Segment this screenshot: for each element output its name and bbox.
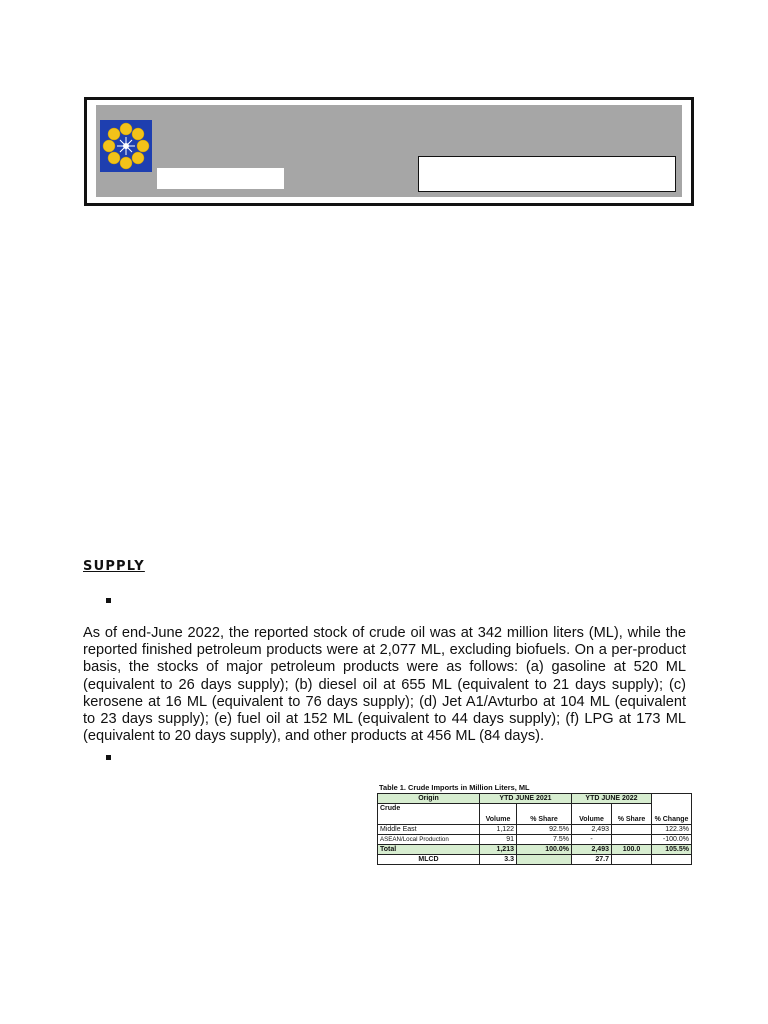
row-volume-2021: 91 [480,835,517,845]
header-volume-2021: Volume [480,804,517,825]
row-volume-2021: 1,213 [480,845,517,855]
header-label-box [157,168,284,189]
table-row [378,835,692,845]
header-change: % Change [652,794,692,825]
table-row-mlcd [378,855,692,865]
bullet-marker [106,598,111,603]
table-row [378,825,692,835]
table-subheader-row [378,804,692,825]
header-band [96,105,682,197]
row-change [652,855,692,865]
row-change: 105.5% [652,845,692,855]
row-share-2022: 100.0 [612,845,652,855]
header-ytd-2022: YTD JUNE 2022 [572,794,652,804]
doe-sun-logo-icon [100,120,152,172]
header-share-2021: % Share [517,804,572,825]
body-paragraph: As of end-June 2022, the reported stock of crude oil was at 342 million liters (ML), while the reported finished petroleum products were at 2,077 ML, excluding biofuels. On a per-product basis, the stocks of major petroleum products were as follows: (a) gasoline at 520 ML (equivalent to 26 days supply); (b) diesel oil at 655 ML (equivalent to 21 days supply); (c) kerosene at 16 ML (equivalent to 76 days supply); (d) Jet A1/Avturbo at 104 ML (equivalent to 23 days supply); (e) fuel oil at 152 ML (equivalent to 44 days supply); (f) LPG at 173 ML (equivalent to 20 days supply), and other products at 456 ML (84 days). [83,625,686,745]
row-share-2021 [517,855,572,865]
table-row-total [378,845,692,855]
row-share-2022 [612,835,652,845]
row-share-2021: 92.5% [517,825,572,835]
row-volume-2022: 27.7 [572,855,612,865]
row-volume-2022: - [572,835,612,845]
row-change: -100.0% [652,835,692,845]
row-share-2021: 100.0% [517,845,572,855]
row-origin: Total [378,845,480,855]
row-volume-2022: 2,493 [572,825,612,835]
header-share-2022: % Share [612,804,652,825]
table-title: Table 1. Crude Imports in Million Liters, ML [379,783,530,792]
header-origin: Origin [378,794,480,804]
report-header-box [84,97,694,206]
crude-imports-table [377,793,692,865]
table-header-row [378,794,692,804]
row-share-2022 [612,825,652,835]
header-crude: Crude [378,804,480,825]
bullet-marker [106,755,111,760]
row-change: 122.3% [652,825,692,835]
row-origin: MLCD [378,855,480,865]
row-volume-2021: 1,122 [480,825,517,835]
header-ytd-2021: YTD JUNE 2021 [480,794,572,804]
section-heading-supply: SUPPLY [83,559,145,574]
row-share-2022 [612,855,652,865]
row-volume-2022: 2,493 [572,845,612,855]
header-title-box [418,156,676,192]
row-origin: ASEAN/Local Production [378,835,480,845]
row-origin: Middle East [378,825,480,835]
row-share-2021: 7.5% [517,835,572,845]
row-volume-2021: 3.3 [480,855,517,865]
header-volume-2022: Volume [572,804,612,825]
